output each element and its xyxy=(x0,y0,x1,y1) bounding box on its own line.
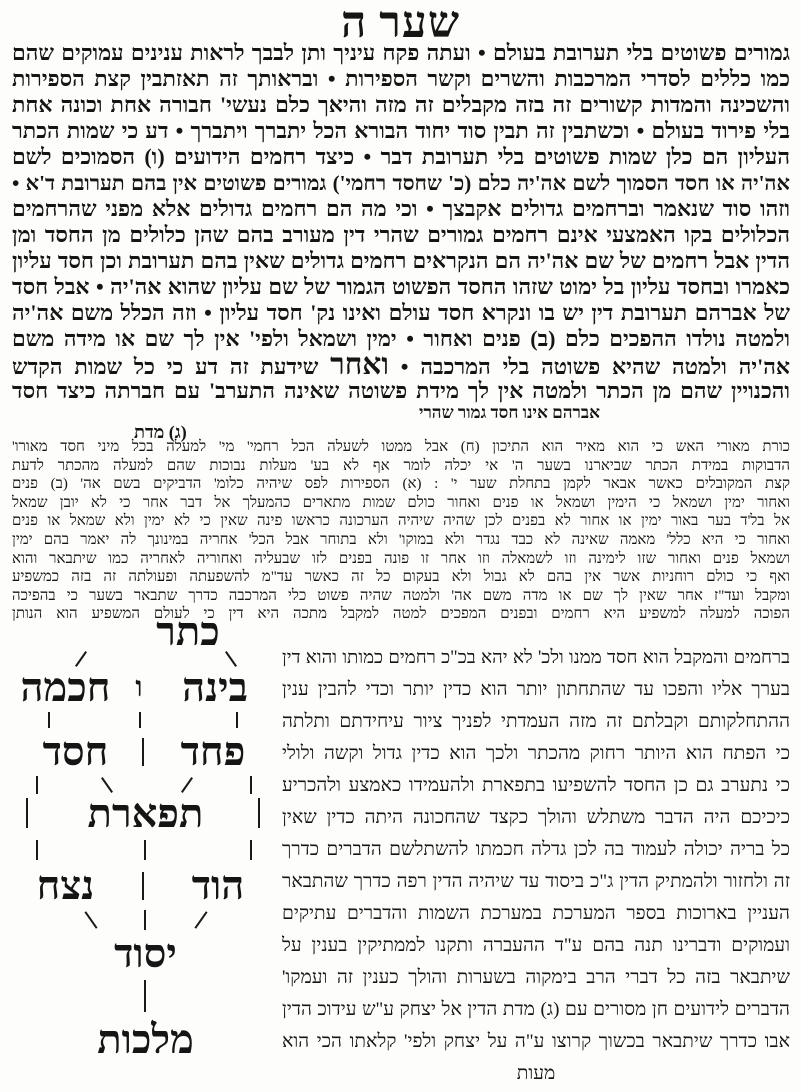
connector-line xyxy=(139,712,141,728)
sefira-yesod: יסוד xyxy=(114,931,177,976)
paragraph-start-line xyxy=(12,352,790,378)
commentary-side-line: ועמוקים ודברינו תנה בהם ע"ד ההעברה ותקנו לממתיקין בענין על xyxy=(282,935,790,956)
connector-line xyxy=(258,798,260,828)
connector-line xyxy=(236,712,238,728)
commentary-side-line: כי הפתח הוא היותר רחוק מהכתר ולכך הוא כדין גדול וקשה ולולי xyxy=(282,743,790,764)
sefira-chochmah: חכמה xyxy=(20,665,111,710)
commentary-line: הפוכה למעלה למשפיע היא רחמים ובפנים המפכים למטה למקבל מתכה היא דין כי לעולם המשפיע הוא הנותן xyxy=(12,606,790,623)
commentary-side-line: זה ולחזור ולהמתיק הדין ג"כ ביסוד עד שיהיה הדין רפה כדרך שהתבאר xyxy=(282,871,790,892)
connector-line xyxy=(144,840,146,860)
connector-line xyxy=(194,911,207,929)
main-text-line: הדין אבל רחמים של שם אה'יה הם הנקראים רחמים גדולים שאין בהם תערובת וכן חסד עליון xyxy=(12,248,790,273)
main-text-line: אה'יה או חסד הסמוך לשם אה'יה כלם (כ' שחסד רחמי') גמורים פשוטים אין בהם תערובת ד'א • xyxy=(12,171,790,195)
commentary-line: ושמאל פנים ואחור שזו לימינה וזו לשמאלה וזו אחר זו פונה בפנים לזו שבעליה ואחוריה לאחריה כמו שיתבאר והוא xyxy=(12,550,790,567)
commentary-side-line: כיכיכם היה הדבר משתלש והולך כקצד שהחכונה היתה כדין שאין xyxy=(282,807,790,828)
connector-line xyxy=(26,798,28,828)
connector-line xyxy=(36,840,38,860)
sefira-chesed: חסד xyxy=(42,729,109,774)
main-text-line: העליון הם כלן שמות פשוטים בלי תערובת דבר • כיצד רחמים הידועים (ו) הסמוכים לשם xyxy=(12,144,790,169)
commentary-side-line: העניין בארוכות בספר המערכת במערכת השמות והדברים עתיקים xyxy=(282,903,790,924)
connector-line xyxy=(48,712,50,728)
commentary-block xyxy=(12,438,790,624)
connector-line xyxy=(144,910,146,930)
commentary-side-line: הדברים לידועים חן מסורים עם (ג) מדת הדין אל יצחק ע"ש עידוכ הדין xyxy=(282,999,790,1020)
commentary-side-line: שיתבאר בזה כל דברי הרב בימקוה בשערות והולך כענין זה ועמקו' xyxy=(282,967,790,988)
commentary-final-word: מעות xyxy=(516,1063,556,1084)
main-text-line: הכלולים בקו האמצעי אינם רחמים גמורים שהרי דין מעורב בהם שהן כלולים מן החסד ומן xyxy=(12,222,790,247)
sefira-netzach: נצח xyxy=(36,863,95,908)
sefira-hod: הוד xyxy=(191,863,245,908)
commentary-side-line: ברחמים והמקבל הוא חסד ממנו ולכ' לא יהא בכ"כ רחמים כמותו והוא דין xyxy=(282,648,790,668)
commentary-line: קצת המקובלים כאשר אבאר לקמן בתחלת שער י' : (א) הספירות לפס שיהיה כלומ' הדביקים בשם אה' (ב) פנים xyxy=(12,476,790,493)
main-text-line: ולמטה נולדו ההפכים כלם (ב) פנים ואחור • ימין ושמאל ולפי' אין לך שם או מידה משם xyxy=(12,326,790,351)
main-text-line: כאמרו ובחסד עליון בל ימוט שזהו החסד הפשוט הגמור של שם עליון שהוא אה'יה • אבל חסד xyxy=(12,274,790,299)
sefira-tiferet: תפארת xyxy=(87,791,204,836)
paragraph-line-after: שידעת זה דע כי כל שמות הקדש xyxy=(12,354,319,378)
commentary-side-line: כל בריה יכולה לעמוד בה לכן גדלה חכמתו להשתלשם הדברים כדרך xyxy=(282,839,790,860)
commentary-line: ואף כי כולם רוחניות אשר אין בהם לא גבול ולא בעקום כל זה כאשר עד"מ להשפעתה ופעולתה זה בזה כמשפיע xyxy=(12,569,790,586)
main-text-line: וזהו סוד שנאמר וברחמים גדולים אקבצך • וכי מה הם רחמים גדולים אלא מפני שהרחמים xyxy=(12,196,790,221)
sefirot-diagram xyxy=(8,609,276,1074)
commentary-side-line: אבו כדרך שיתבאר בכשוך קרוצו ע"ה על יצחק ולפי' קלאתו הכי הוא xyxy=(282,1031,790,1052)
commentary-side-line: בערך אליו והפכו עד שהתחתון יותר הוא כדין יותר וכדי להבין ענין xyxy=(282,679,790,700)
main-text-line: והשכינה והמדות קשורים זה בזה מקבלים זה מזה והיאך כלם נעשי' חבורה אחת וכונה אחת xyxy=(12,92,790,117)
connector-line xyxy=(142,872,144,900)
commentary-side-line: ההתחלקותם וקבלתם זה מזה העמדתי לפניך ציור עיחידתם ותלתה xyxy=(282,711,790,732)
commentary-side-line: כי נתערב גם כן החסד להשפיעו בתפארת ולהעמידו כאמצע ולהכריע xyxy=(282,775,790,796)
commentary-line: ומקבל ועד"ז אחר שאין לך שם או מדה משם אה' ולמטה שהיה פשוט כלי המרכבה כדרך שתבאר בשער כי בהפיכה xyxy=(12,587,790,604)
connector-line xyxy=(144,980,146,1012)
main-closing-line: אברהם אינו חסד גמור שהרי xyxy=(418,404,600,422)
page-title: שער ה xyxy=(341,0,460,47)
connector-line xyxy=(36,776,38,794)
sefira-pachad: פחד xyxy=(180,729,246,774)
commentary-line: אל בל'ד בער באור ימין או אחור לא בפנים לכן שהיה שיהיה הערכונה כראשו פינה שאין כי לא ימין ולא שמאל או פנים xyxy=(12,513,790,530)
connector-line xyxy=(142,738,144,766)
connector-line xyxy=(250,776,252,794)
main-text-line: גמורים פשוטים בלי תערובת בעולם • ועתה פקח עיניך ותן לבבך לראות ענינים עמוקים שהם xyxy=(12,40,790,65)
paragraph-line-before: אה'יה ולמטה שהיא פשוטה בלי המרכבה • xyxy=(400,354,790,378)
sefira-binah: בינה xyxy=(182,665,248,710)
connector-line xyxy=(84,911,97,929)
main-text-block xyxy=(12,40,790,442)
main-text-line: של אברהם תערובת דין יש בו ונקרא חסד עולם ואינו נק' חסד עליון • וזה הכלל משם אה'יה xyxy=(12,300,790,325)
commentary-line: הדבוקות במידת הכתר שביארנו בשער ה' אי יכלה לומר אף לא בע' מעלות נבוכות שהם למעלה מהכתר לדעת xyxy=(12,457,790,474)
connector-line xyxy=(250,840,252,860)
catchword: (ג) מדת xyxy=(134,422,187,442)
commentary-side-column xyxy=(282,642,790,1090)
conjunction-vav: ו xyxy=(135,672,143,703)
paragraph-opening-word: ואחר xyxy=(330,352,389,378)
main-text-line: והכנויין שהם מן הכתר ולמטה אין לך מידת פשוטה שאינה התערב' עם חברתה כיצד חסד xyxy=(12,378,790,403)
commentary-line: ואחור כי היא כלל' מאמה שאינה לא כבד נגדר ולא במוקו' ולא בתוחר אבל הכל' אחריה במינונך לה יאמר בהם ימין xyxy=(12,531,790,548)
main-text-line: בלי פירוד בעולם • וכשתבין זה תבין סוד יחוד הבורא הכל יתברך ויתברך • דע כי שמות הכתר xyxy=(12,118,790,143)
main-text-line: כמו כללים לסדרי המרכבות והשרים וקשר הספירות • ובראותך זה תאזתבין קצת הספירות xyxy=(12,66,790,91)
commentary-line: כורת מאורי האש כי הוא מאיר הוא התיכון (ח) אבל ממטו לשעלה הכל רחמי' מי' למעלה בכל מיני חסד מאורו' xyxy=(12,439,790,455)
sefira-malchut: מלכות xyxy=(97,1017,194,1062)
commentary-line: ואחור ימין ושמאל כי הימין ושמאל או פנים ואחור כולם שמות מתארים כהמעלך אל דבר אחר כי לא יובן שמאל xyxy=(12,494,790,511)
sefira-keter: כתר xyxy=(156,609,220,654)
